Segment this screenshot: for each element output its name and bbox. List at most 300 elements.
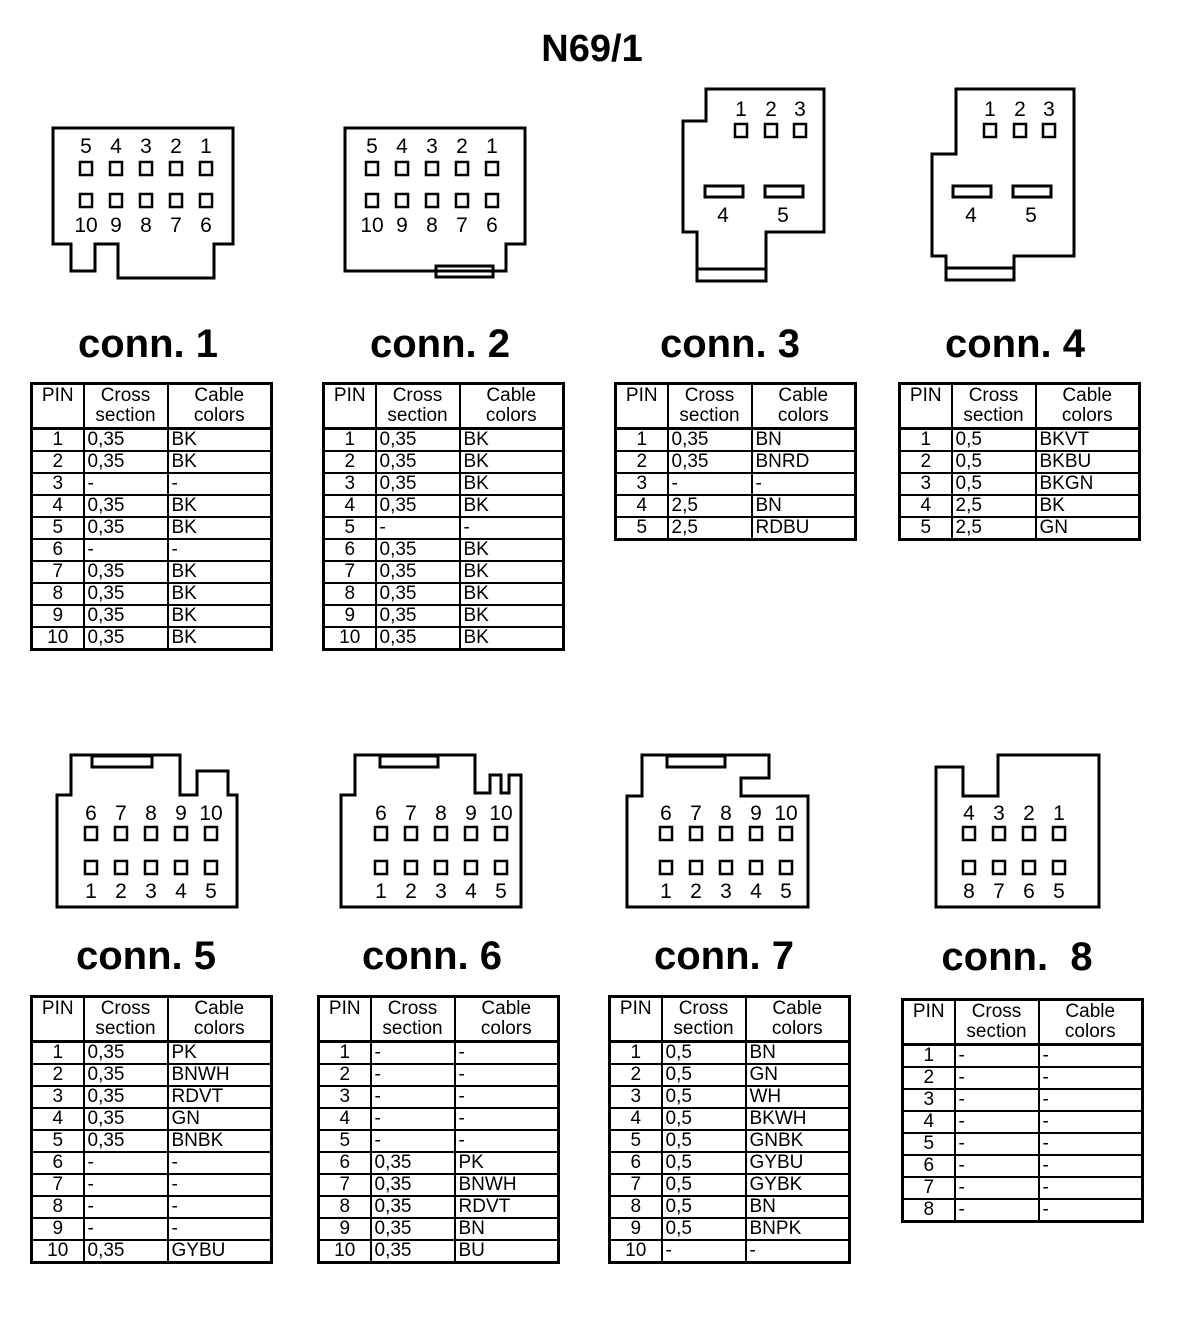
pin-number: 6 (903, 1155, 955, 1177)
cross-section-value: - (955, 1067, 1039, 1089)
connector-2-pin-cavity (366, 194, 378, 207)
pin-number: 4 (900, 495, 952, 517)
connector-2-pin-table (322, 382, 565, 651)
connector-4-pin-table (898, 382, 1141, 541)
cable-colors-header: Cable colors (1036, 384, 1140, 429)
connector-6-pin-label: 1 (375, 880, 387, 903)
table-row (324, 451, 564, 473)
table-row (616, 451, 856, 473)
table-row (324, 561, 564, 583)
connector-7-pin-label: 8 (720, 802, 732, 825)
pin-number: 5 (32, 1130, 84, 1152)
cable-color-value: BN (752, 495, 856, 517)
connector-1-pin-label: 8 (140, 214, 152, 237)
cable-color-value: - (168, 473, 272, 495)
pin-number: 4 (32, 1108, 84, 1130)
cable-color-value: - (1039, 1177, 1143, 1199)
connector-4-title: conn. 4 (944, 322, 1086, 366)
connector-3-pin-label: 3 (794, 98, 806, 121)
pin-number: 4 (324, 495, 376, 517)
connector-3-pin-label: 4 (717, 204, 729, 227)
cable-colors-header: Cable colors (752, 384, 856, 429)
table-row (319, 1196, 559, 1218)
connector-5-pin-label: 8 (145, 802, 157, 825)
connector-7-pin-label: 4 (750, 880, 762, 903)
cross-section-value: - (955, 1177, 1039, 1199)
cable-color-value: - (1039, 1155, 1143, 1177)
connector-8-pin-cavity (993, 827, 1005, 840)
cross-section-value: - (668, 473, 752, 495)
table-row (319, 1064, 559, 1086)
connector-4-pin-label: 1 (984, 98, 996, 121)
cross-section-value: 0,35 (84, 605, 168, 627)
connector-5-pin-cavity (205, 861, 217, 874)
table-row (32, 1240, 272, 1263)
connector-7-pin-cavity (690, 861, 702, 874)
connector-1-pin-label: 7 (170, 214, 182, 237)
connector-7-pin-table (608, 995, 851, 1264)
connector-3-pin-cavity (765, 124, 777, 137)
connector-1-pin-cavity (200, 194, 212, 207)
cross-section-value: - (371, 1042, 455, 1065)
cable-color-value: - (455, 1108, 559, 1130)
cable-color-value: BNWH (168, 1064, 272, 1086)
cable-color-value: - (746, 1240, 850, 1263)
connector-2-pin-cavity (426, 194, 438, 207)
pin-number: 4 (610, 1108, 662, 1130)
cross-section-value: 0,35 (84, 451, 168, 473)
cross-section-value: 0,5 (662, 1152, 746, 1174)
cross-section-value: 0,35 (84, 583, 168, 605)
connector-2-pin-cavity (396, 162, 408, 175)
page-title: N69/1 (541, 28, 643, 70)
connector-1-pin-label: 6 (200, 214, 212, 237)
cross-section-value: - (84, 539, 168, 561)
connector-1-title: conn. 1 (77, 322, 219, 366)
connector-1-pin-cavity (170, 194, 182, 207)
table-row (616, 495, 856, 517)
connector-6-pin-label: 4 (465, 880, 477, 903)
pin-header: PIN (32, 384, 84, 429)
table-row (903, 1133, 1143, 1155)
cable-color-value: GN (1036, 517, 1140, 540)
pin-number: 10 (32, 1240, 84, 1263)
connector-8-housing (936, 755, 1099, 907)
connector-5-pin-cavity (115, 827, 127, 840)
connector-6-pin-table (317, 995, 560, 1264)
table-row (32, 451, 272, 473)
pin-number: 4 (616, 495, 668, 517)
cross-section-value: 0,35 (371, 1174, 455, 1196)
table-row (319, 1108, 559, 1130)
table-row (324, 495, 564, 517)
cable-color-value: - (168, 1196, 272, 1218)
connector-2-pin-label: 6 (486, 214, 498, 237)
pin-number: 2 (616, 451, 668, 473)
cross-section-header: Cross section (955, 1000, 1039, 1045)
connector-6-pin-cavity (375, 861, 387, 874)
table-row (319, 1130, 559, 1152)
table-row (610, 1174, 850, 1196)
cross-section-header: Cross section (668, 384, 752, 429)
cable-color-value: BK (168, 517, 272, 539)
cross-section-value: 0,5 (662, 1086, 746, 1108)
connector-5-pin-label: 9 (175, 802, 187, 825)
pin-number: 3 (32, 1086, 84, 1108)
cable-color-value: BK (168, 605, 272, 627)
cross-section-value: 0,35 (84, 1064, 168, 1086)
pin-number: 3 (900, 473, 952, 495)
table-row (900, 473, 1140, 495)
connector-8-pin-cavity (963, 861, 975, 874)
connector-6-pin-cavity (435, 861, 447, 874)
cable-color-value: BK (460, 451, 564, 473)
cable-color-value: GN (746, 1064, 850, 1086)
cross-section-value: 0,35 (84, 1042, 168, 1065)
pin-number: 5 (903, 1133, 955, 1155)
connector-6-pin-label: 10 (489, 802, 513, 825)
pin-number: 6 (32, 539, 84, 561)
table-row (610, 1086, 850, 1108)
connector-7-pin-cavity (720, 861, 732, 874)
pin-number: 1 (319, 1042, 371, 1065)
cable-color-value: BK (460, 495, 564, 517)
cross-section-value: - (955, 1155, 1039, 1177)
connector-2-pin-label: 5 (366, 135, 378, 158)
connector-1-pin-label: 5 (80, 135, 92, 158)
pin-number: 2 (324, 451, 376, 473)
cross-section-value: - (84, 1174, 168, 1196)
connector-1-pin-cavity (80, 194, 92, 207)
cable-color-value: BKGN (1036, 473, 1140, 495)
connector-1-pin-label: 4 (110, 135, 122, 158)
pin-header: PIN (324, 384, 376, 429)
connector-5-title: conn. 5 (75, 934, 217, 978)
table-row (324, 539, 564, 561)
cross-section-header: Cross section (371, 997, 455, 1042)
pin-header: PIN (319, 997, 371, 1042)
pin-number: 7 (319, 1174, 371, 1196)
cross-section-value: - (955, 1199, 1039, 1222)
pin-number: 6 (610, 1152, 662, 1174)
table-row (319, 1218, 559, 1240)
connector-6-pin-cavity (405, 861, 417, 874)
table-row (319, 1240, 559, 1263)
cable-colors-header: Cable colors (1039, 1000, 1143, 1045)
pin-number: 7 (610, 1174, 662, 1196)
connector-1-pin-cavity (200, 162, 212, 175)
table-row (903, 1177, 1143, 1199)
cable-color-value: GYBU (168, 1240, 272, 1263)
pin-number: 3 (903, 1089, 955, 1111)
pin-number: 6 (32, 1152, 84, 1174)
cross-section-header: Cross section (662, 997, 746, 1042)
connector-7-pin-cavity (750, 827, 762, 840)
connector-2-pin-label: 7 (456, 214, 468, 237)
pin-number: 1 (324, 429, 376, 452)
cable-color-value: BN (746, 1196, 850, 1218)
connector-8-pin-label: 2 (1023, 802, 1035, 825)
cross-section-value: 0,35 (376, 539, 460, 561)
connector-2-pin-label: 1 (486, 135, 498, 158)
pin-number: 2 (319, 1064, 371, 1086)
connector-1-pin-label: 3 (140, 135, 152, 158)
cable-color-value: BNRD (752, 451, 856, 473)
table-row (610, 1064, 850, 1086)
pin-number: 7 (32, 1174, 84, 1196)
connector-2-title: conn. 2 (369, 322, 511, 366)
cable-color-value: BK (460, 429, 564, 452)
connector-5-pin-label: 6 (85, 802, 97, 825)
connector-3-pin-cavity (735, 124, 747, 137)
cross-section-value: 0,5 (952, 429, 1036, 452)
cable-color-value: - (455, 1086, 559, 1108)
table-row (903, 1155, 1143, 1177)
cable-color-value: - (455, 1042, 559, 1065)
connector-8-title: conn. 8 (941, 935, 1093, 979)
connector-2-pin-cavity (366, 162, 378, 175)
connector-6-pin-label: 2 (405, 880, 417, 903)
cable-color-value: - (455, 1130, 559, 1152)
cross-section-value: 0,35 (84, 627, 168, 650)
pin-number: 5 (900, 517, 952, 540)
connector-7-title: conn. 7 (653, 934, 795, 978)
cross-section-value: - (84, 1196, 168, 1218)
table-row (616, 473, 856, 495)
cable-color-value: BN (455, 1218, 559, 1240)
connector-8-pin-label: 5 (1053, 880, 1065, 903)
cable-colors-header: Cable colors (168, 997, 272, 1042)
pin-number: 9 (32, 605, 84, 627)
connector-7-pin-label: 6 (660, 802, 672, 825)
connector-5-pin-label: 2 (115, 880, 127, 903)
cross-section-value: - (371, 1130, 455, 1152)
connector-2-pin-cavity (396, 194, 408, 207)
connector-8-pin-label: 7 (993, 880, 1005, 903)
pin-number: 9 (610, 1218, 662, 1240)
pin-number: 8 (32, 1196, 84, 1218)
cross-section-value: 0,35 (84, 1086, 168, 1108)
cable-colors-header: Cable colors (455, 997, 559, 1042)
pin-number: 9 (324, 605, 376, 627)
connector-8-pin-cavity (993, 861, 1005, 874)
pin-number: 8 (324, 583, 376, 605)
table-row (319, 1152, 559, 1174)
cross-section-value: 0,35 (84, 517, 168, 539)
cross-section-value: 0,35 (376, 429, 460, 452)
table-row (324, 583, 564, 605)
cable-color-value: BNBK (168, 1130, 272, 1152)
connector-7-pin-label: 7 (690, 802, 702, 825)
connector-7-pin-cavity (750, 861, 762, 874)
pin-number: 1 (900, 429, 952, 452)
cross-section-value: 0,35 (668, 429, 752, 452)
pin-number: 10 (324, 627, 376, 650)
connector-7-pin-label: 2 (690, 880, 702, 903)
cable-color-value: BK (168, 429, 272, 452)
table-row (319, 1042, 559, 1065)
cross-section-value: - (371, 1108, 455, 1130)
cable-color-value: BNWH (455, 1174, 559, 1196)
connector-5-pin-cavity (175, 827, 187, 840)
cable-color-value: BK (168, 561, 272, 583)
connector-6-pin-label: 5 (495, 880, 507, 903)
connector-7-pin-label: 5 (780, 880, 792, 903)
cross-section-value: 0,35 (84, 495, 168, 517)
table-row (32, 1218, 272, 1240)
pin-number: 9 (319, 1218, 371, 1240)
table-row (610, 1042, 850, 1065)
connector-7-pin-cavity (660, 827, 672, 840)
connector-2-pin-label: 3 (426, 135, 438, 158)
connector-5-pin-label: 4 (175, 880, 187, 903)
connector-7-pin-cavity (780, 827, 792, 840)
connector-3-pin-label: 2 (765, 98, 777, 121)
pin-number: 3 (610, 1086, 662, 1108)
table-row (32, 1152, 272, 1174)
cable-color-value: BK (1036, 495, 1140, 517)
table-row (324, 627, 564, 650)
pin-number: 2 (32, 1064, 84, 1086)
cross-section-value: 0,35 (84, 1240, 168, 1263)
connector-7-pin-cavity (690, 827, 702, 840)
table-row (324, 473, 564, 495)
cross-section-value: - (376, 517, 460, 539)
connector-3-pin-label: 5 (777, 204, 789, 227)
table-row (32, 495, 272, 517)
pin-number: 10 (610, 1240, 662, 1263)
table-row (32, 1086, 272, 1108)
pin-header: PIN (900, 384, 952, 429)
table-row (610, 1240, 850, 1263)
pin-number: 8 (319, 1196, 371, 1218)
pin-number: 2 (900, 451, 952, 473)
pin-header: PIN (616, 384, 668, 429)
pin-number: 3 (32, 473, 84, 495)
connector-5-pin-cavity (175, 861, 187, 874)
connector-7-pin-cavity (780, 861, 792, 874)
pin-number: 4 (32, 495, 84, 517)
connector-6-pin-label: 8 (435, 802, 447, 825)
connector-7-pin-label: 9 (750, 802, 762, 825)
cross-section-value: 0,35 (668, 451, 752, 473)
table-row (324, 605, 564, 627)
connector-1-pin-cavity (170, 162, 182, 175)
connector-2-pin-label: 2 (456, 135, 468, 158)
cable-color-value: - (168, 539, 272, 561)
pin-header: PIN (32, 997, 84, 1042)
connector-1-pin-table (30, 382, 273, 651)
connector-2-pin-label: 10 (360, 214, 384, 237)
pin-number: 5 (616, 517, 668, 540)
cable-color-value: BN (746, 1042, 850, 1065)
table-row (32, 1042, 272, 1065)
connector-2-pin-cavity (426, 162, 438, 175)
cable-color-value: - (168, 1218, 272, 1240)
connector-1-pin-label: 2 (170, 135, 182, 158)
cross-section-value: 0,5 (662, 1108, 746, 1130)
cross-section-value: 0,35 (376, 605, 460, 627)
cross-section-value: - (955, 1045, 1039, 1068)
connector-2-pin-cavity (456, 162, 468, 175)
cable-color-value: RDBU (752, 517, 856, 540)
cable-color-value: BK (168, 495, 272, 517)
connector-6-pin-label: 3 (435, 880, 447, 903)
cable-color-value: PK (168, 1042, 272, 1065)
table-row (32, 1130, 272, 1152)
cross-section-value: - (84, 1152, 168, 1174)
cross-section-value: - (84, 1218, 168, 1240)
table-row (900, 495, 1140, 517)
connector-2-pin-label: 4 (396, 135, 408, 158)
connector-6-pin-cavity (435, 827, 447, 840)
table-row (610, 1130, 850, 1152)
pin-header: PIN (610, 997, 662, 1042)
pin-number: 8 (32, 583, 84, 605)
cross-section-header: Cross section (84, 384, 168, 429)
table-row (610, 1108, 850, 1130)
pin-number: 5 (32, 517, 84, 539)
pin-number: 3 (324, 473, 376, 495)
cable-color-value: BK (168, 627, 272, 650)
connector-5-pin-cavity (115, 861, 127, 874)
pin-number: 10 (319, 1240, 371, 1263)
cross-section-value: 0,35 (371, 1196, 455, 1218)
connector-3-pin-table (614, 382, 857, 541)
cable-color-value: BK (460, 605, 564, 627)
connector-6-pin-label: 9 (465, 802, 477, 825)
connector-2-pin-cavity (486, 162, 498, 175)
table-row (32, 561, 272, 583)
cable-color-value: GYBU (746, 1152, 850, 1174)
table-row (616, 517, 856, 540)
table-row (616, 429, 856, 452)
cross-section-header: Cross section (84, 997, 168, 1042)
cable-color-value: GYBK (746, 1174, 850, 1196)
table-row (610, 1218, 850, 1240)
connector-8-pin-label: 3 (993, 802, 1005, 825)
cross-section-value: 0,35 (84, 561, 168, 583)
cross-section-value: - (662, 1240, 746, 1263)
pin-number: 9 (32, 1218, 84, 1240)
cross-section-value: 0,35 (84, 1130, 168, 1152)
table-row (32, 1108, 272, 1130)
pin-number: 1 (903, 1045, 955, 1068)
cable-color-value: GN (168, 1108, 272, 1130)
cable-color-value: - (1039, 1199, 1143, 1222)
connector-4-pin-cavity (984, 124, 996, 137)
cable-colors-header: Cable colors (168, 384, 272, 429)
cable-color-value: BK (460, 627, 564, 650)
connector-7-pin-cavity (720, 827, 732, 840)
cable-color-value: BKVT (1036, 429, 1140, 452)
cross-section-value: 0,5 (952, 451, 1036, 473)
table-row (324, 517, 564, 539)
cross-section-value: - (84, 473, 168, 495)
table-row (903, 1067, 1143, 1089)
connector-5-pin-label: 1 (85, 880, 97, 903)
pin-number: 7 (324, 561, 376, 583)
connector-1-pin-cavity (110, 162, 122, 175)
pin-number: 1 (32, 429, 84, 452)
connector-5-pin-cavity (85, 861, 97, 874)
pin-number: 7 (903, 1177, 955, 1199)
cross-section-value: - (371, 1064, 455, 1086)
connector-4-pin-label: 2 (1014, 98, 1026, 121)
cross-section-value: 0,35 (371, 1240, 455, 1263)
connector-2-pin-label: 9 (396, 214, 408, 237)
connector-6-title: conn. 6 (361, 934, 503, 978)
